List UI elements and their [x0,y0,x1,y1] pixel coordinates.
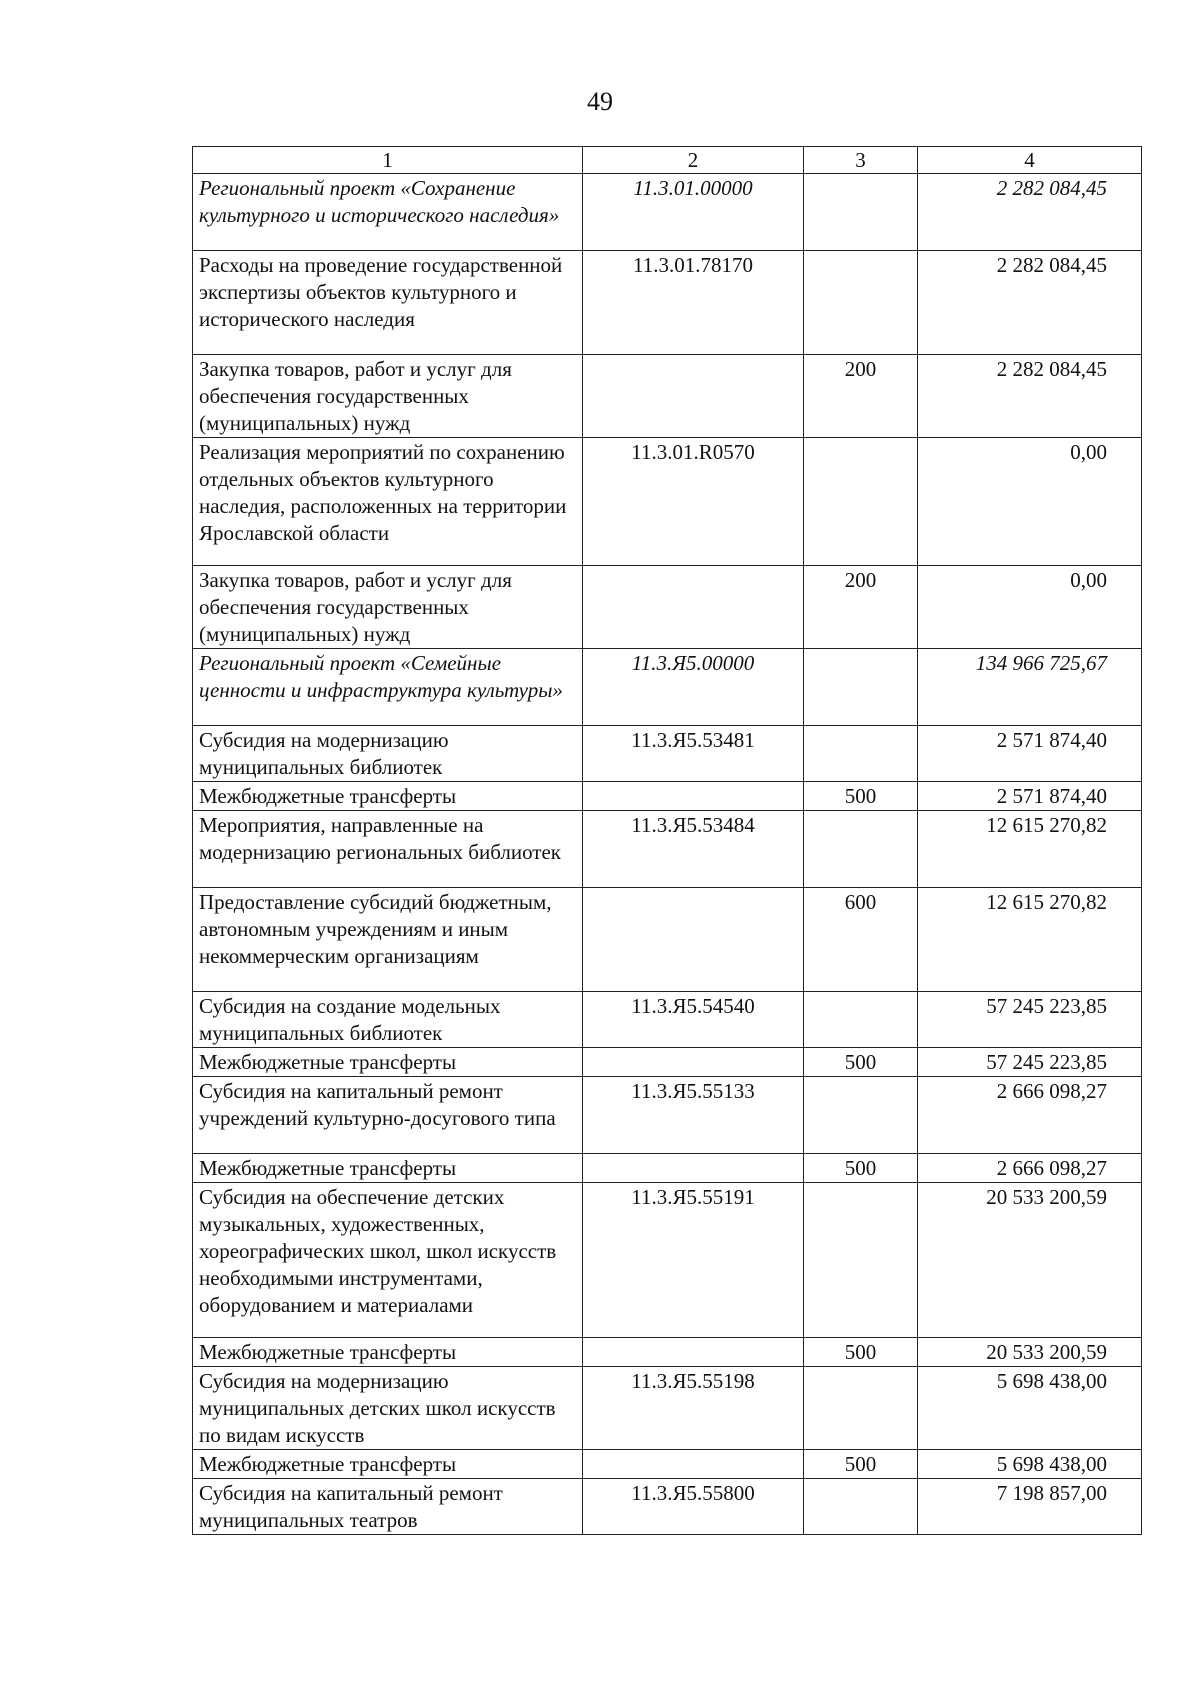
table-row [193,782,1142,811]
row-name-cell: Межбюджетные трансферты [193,1048,583,1077]
row-amount-cell: 0,00 [918,566,1142,649]
column-header-3: 3 [804,147,918,174]
budget-table [192,146,1142,1535]
row-code-cell: 11.3.01.R0570 [583,438,804,566]
row-code-cell: 11.3.Я5.55191 [583,1183,804,1338]
row-name-cell: Мероприятия, направленные на модернизацию региональных библиотек [193,811,583,888]
table-header-row [193,147,1142,174]
row-name-cell: Межбюджетные трансферты [193,1338,583,1367]
row-expense-type-cell [804,649,918,726]
row-amount-cell: 2 571 874,40 [918,726,1142,782]
table-row [193,1183,1142,1338]
row-expense-type-cell: 500 [804,782,918,811]
column-header-1: 1 [193,147,583,174]
row-expense-type-cell: 500 [804,1048,918,1077]
row-code-cell: 11.3.Я5.55198 [583,1367,804,1450]
table-row [193,1154,1142,1183]
row-amount-cell: 2 282 084,45 [918,174,1142,251]
row-name-cell: Субсидия на капитальный ремонт учреждений культурно-досугового типа [193,1077,583,1154]
row-code-cell [583,888,804,992]
table-row [193,726,1142,782]
row-amount-cell: 57 245 223,85 [918,992,1142,1048]
row-amount-cell: 5 698 438,00 [918,1450,1142,1479]
row-expense-type-cell: 200 [804,355,918,438]
table-row [193,888,1142,992]
row-name-cell: Региональный проект «Сохранение культурного и исторического наследия» [193,174,583,251]
row-amount-cell: 2 666 098,27 [918,1154,1142,1183]
row-name-cell: Предоставление субсидий бюджетным, автономным учреждениям и иным некоммерческим организациям [193,888,583,992]
row-code-cell [583,1154,804,1183]
budget-table-body [193,147,1142,1535]
row-name-cell: Региональный проект «Семейные ценности и инфраструктура культуры» [193,649,583,726]
table-row [193,1048,1142,1077]
row-code-cell: 11.3.01.78170 [583,251,804,355]
table-row [193,1338,1142,1367]
row-expense-type-cell: 500 [804,1338,918,1367]
row-code-cell [583,1048,804,1077]
row-name-cell: Субсидия на капитальный ремонт муниципальных театров [193,1479,583,1535]
row-expense-type-cell: 200 [804,566,918,649]
row-code-cell [583,1338,804,1367]
row-amount-cell: 0,00 [918,438,1142,566]
row-amount-cell: 20 533 200,59 [918,1338,1142,1367]
row-expense-type-cell [804,1367,918,1450]
page-number: 49 [587,87,613,116]
row-expense-type-cell [804,438,918,566]
table-row [193,649,1142,726]
row-name-cell: Закупка товаров, работ и услуг для обеспечения государственных (муниципальных) нужд [193,355,583,438]
row-code-cell: 11.3.Я5.54540 [583,992,804,1048]
row-name-cell: Субсидия на создание модельных муниципальных библиотек [193,992,583,1048]
row-expense-type-cell: 500 [804,1450,918,1479]
table-row [193,811,1142,888]
row-expense-type-cell [804,726,918,782]
row-code-cell [583,355,804,438]
row-expense-type-cell [804,251,918,355]
row-name-cell: Субсидия на модернизацию муниципальных библиотек [193,726,583,782]
row-name-cell: Реализация мероприятий по сохранению отдельных объектов культурного наследия, расположенных на территории Ярославской области [193,438,583,566]
row-expense-type-cell [804,811,918,888]
table-row [193,438,1142,566]
row-code-cell: 11.3.Я5.55800 [583,1479,804,1535]
row-amount-cell: 5 698 438,00 [918,1367,1142,1450]
row-expense-type-cell [804,992,918,1048]
row-amount-cell: 2 666 098,27 [918,1077,1142,1154]
row-expense-type-cell [804,1183,918,1338]
row-name-cell: Закупка товаров, работ и услуг для обеспечения государственных (муниципальных) нужд [193,566,583,649]
row-code-cell [583,1450,804,1479]
table-row [193,1479,1142,1535]
row-amount-cell: 12 615 270,82 [918,888,1142,992]
table-row [193,566,1142,649]
row-amount-cell: 2 571 874,40 [918,782,1142,811]
row-amount-cell: 2 282 084,45 [918,251,1142,355]
row-name-cell: Субсидия на модернизацию муниципальных детских школ искусств по видам искусств [193,1367,583,1450]
row-code-cell [583,782,804,811]
column-header-4: 4 [918,147,1142,174]
column-header-2: 2 [583,147,804,174]
table-row [193,251,1142,355]
table-row [193,174,1142,251]
table-row [193,1077,1142,1154]
row-amount-cell: 20 533 200,59 [918,1183,1142,1338]
row-name-cell: Межбюджетные трансферты [193,1450,583,1479]
row-code-cell: 11.3.Я5.55133 [583,1077,804,1154]
row-code-cell: 11.3.Я5.00000 [583,649,804,726]
row-amount-cell: 12 615 270,82 [918,811,1142,888]
row-amount-cell: 134 966 725,67 [918,649,1142,726]
row-code-cell: 11.3.01.00000 [583,174,804,251]
row-code-cell: 11.3.Я5.53484 [583,811,804,888]
row-name-cell: Межбюджетные трансферты [193,782,583,811]
table-row [193,355,1142,438]
table-row [193,992,1142,1048]
row-name-cell: Межбюджетные трансферты [193,1154,583,1183]
row-amount-cell: 2 282 084,45 [918,355,1142,438]
row-name-cell: Субсидия на обеспечение детских музыкальных, художественных, хореографических школ, школ искусств необходимыми инструментами, оборудованием и материалами [193,1183,583,1338]
row-expense-type-cell: 600 [804,888,918,992]
row-amount-cell: 7 198 857,00 [918,1479,1142,1535]
row-code-cell: 11.3.Я5.53481 [583,726,804,782]
row-name-cell: Расходы на проведение государственной экспертизы объектов культурного и исторического наследия [193,251,583,355]
table-row [193,1450,1142,1479]
table-row [193,1367,1142,1450]
row-code-cell [583,566,804,649]
row-expense-type-cell [804,174,918,251]
row-amount-cell: 57 245 223,85 [918,1048,1142,1077]
row-expense-type-cell [804,1479,918,1535]
row-expense-type-cell: 500 [804,1154,918,1183]
row-expense-type-cell [804,1077,918,1154]
